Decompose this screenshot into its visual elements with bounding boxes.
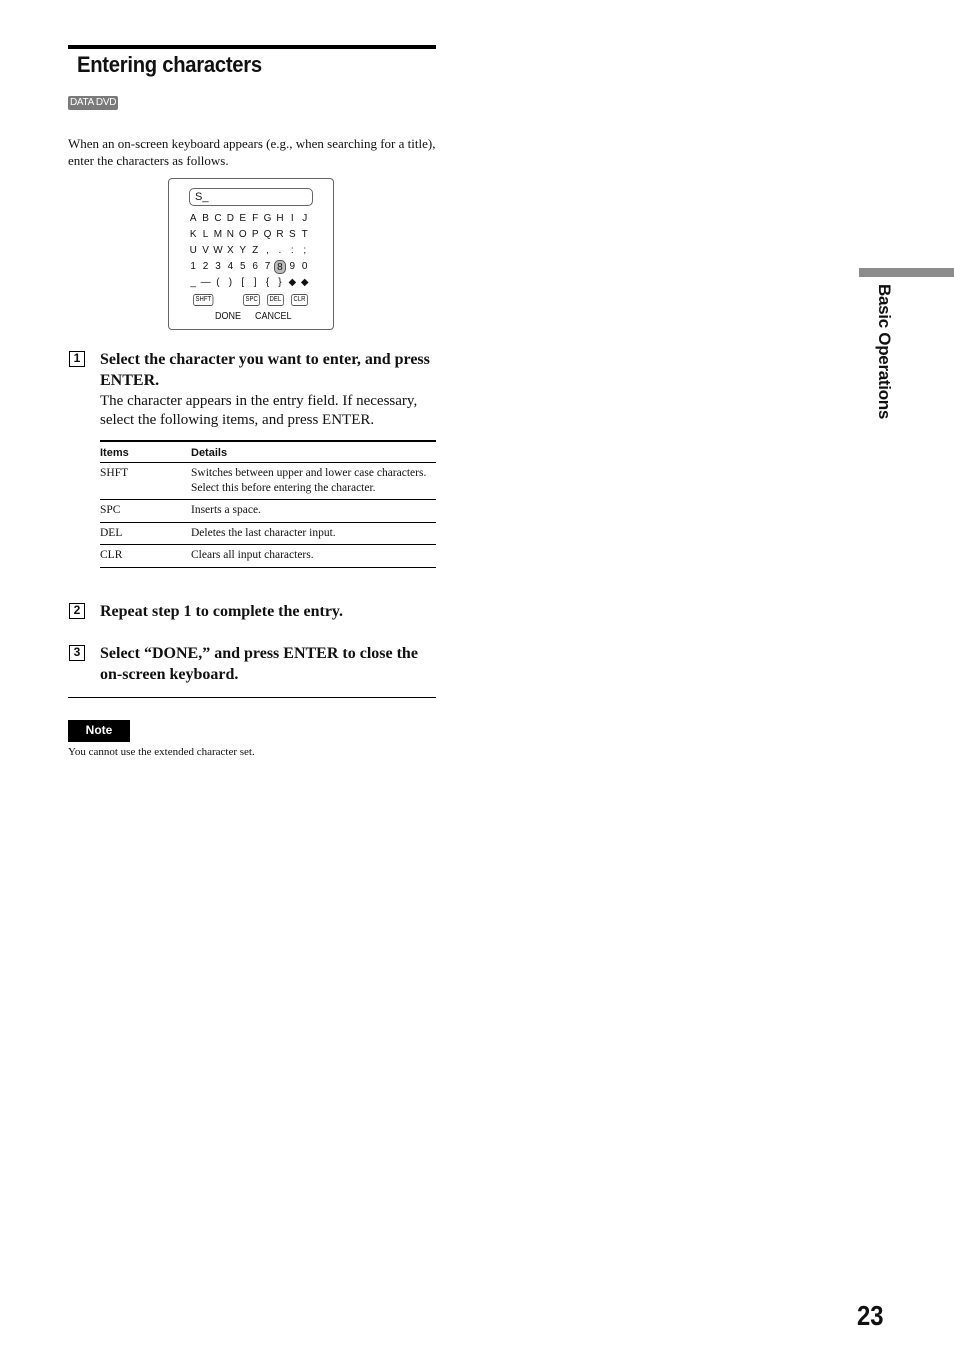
section-end-rule <box>68 697 436 698</box>
keyboard-key: : <box>290 245 294 256</box>
keyboard-key: 5 <box>239 261 246 272</box>
note-text: You cannot use the extended character set. <box>68 746 255 758</box>
keyboard-row <box>187 212 317 226</box>
items-table <box>100 440 436 568</box>
keyboard-key: N <box>226 229 234 240</box>
keyboard-key: — <box>200 277 211 288</box>
keyboard-key: { <box>265 277 270 288</box>
keyboard-shft-key: SHFT <box>193 294 214 306</box>
keyboard-key: M <box>213 229 223 240</box>
keyboard-key-selected: 8 <box>274 260 286 274</box>
keyboard-key: X <box>227 245 234 256</box>
keyboard-key: T <box>301 229 308 240</box>
keyboard-key: K <box>189 229 197 240</box>
keyboard-entry-field: S_ <box>189 188 313 206</box>
keyboard-done-button: DONE <box>215 311 242 322</box>
chapter-tab-bar <box>859 268 954 277</box>
keyboard-key: H <box>276 213 284 224</box>
keyboard-key: R <box>276 229 284 240</box>
table-cell-details: Clears all input characters. <box>191 545 436 568</box>
step-body: The character appears in the entry field. If necessary, select the following items, and press ENTER. <box>100 393 418 428</box>
diamond-icon: ◆ <box>288 277 297 288</box>
keyboard-key: E <box>239 213 247 224</box>
data-dvd-badge: DATA DVD <box>70 97 117 108</box>
keyboard-key: ( <box>216 277 220 288</box>
keyboard-key: ] <box>253 277 257 288</box>
keyboard-key: L <box>202 229 209 240</box>
table-cell-details: Deletes the last character input. <box>191 522 436 545</box>
keyboard-key: 4 <box>227 261 234 272</box>
step-number: 1 <box>69 351 85 367</box>
keyboard-key: Q <box>263 229 272 240</box>
table-cell-item: SHFT <box>100 463 191 500</box>
table-cell-item: DEL <box>100 522 191 545</box>
keyboard-key: 7 <box>264 261 271 272</box>
page-number: 23 <box>857 1300 884 1331</box>
step-heading: Select “DONE,” and press ENTER to close the on-screen keyboard. <box>100 645 418 683</box>
onscreen-keyboard-illustration <box>168 178 334 330</box>
keyboard-key: 9 <box>289 261 296 272</box>
keyboard-key: _ <box>190 277 196 288</box>
keyboard-key: } <box>278 277 282 288</box>
table-cell-details: Switches between upper and lower case characters. Select this before entering the character. <box>191 463 436 500</box>
keyboard-key: 2 <box>202 261 209 272</box>
keyboard-key: 6 <box>252 261 258 272</box>
table-row <box>100 500 436 523</box>
keyboard-row <box>187 276 317 290</box>
keyboard-key: [ <box>241 277 245 288</box>
keyboard-key: 3 <box>215 261 221 272</box>
step-heading: Repeat step 1 to complete the entry. <box>100 603 344 620</box>
keyboard-key: P <box>251 229 259 240</box>
keyboard-clr-key: CLR <box>291 294 308 306</box>
keyboard-key: I <box>290 213 294 224</box>
keyboard-key: A <box>189 213 197 224</box>
table-row <box>100 463 436 500</box>
keyboard-key: S <box>288 229 296 240</box>
step-heading: Select the character you want to enter, and press ENTER. <box>100 351 430 389</box>
table-header-items: Items <box>100 441 191 463</box>
keyboard-key: W <box>213 245 223 256</box>
keyboard-row <box>187 244 317 258</box>
keyboard-key: G <box>263 213 272 224</box>
keyboard-key: , <box>266 245 269 256</box>
table-cell-item: CLR <box>100 545 191 568</box>
table-header-details: Details <box>191 441 436 463</box>
table-row <box>100 545 436 568</box>
step-number: 2 <box>69 603 85 619</box>
keyboard-key: U <box>189 245 197 256</box>
keyboard-key: ; <box>303 245 307 256</box>
keyboard-key: Z <box>252 245 259 256</box>
keyboard-key: . <box>278 245 282 256</box>
table-row <box>100 522 436 545</box>
table-cell-item: SPC <box>100 500 191 523</box>
note-label: Note <box>68 720 130 742</box>
keyboard-key: C <box>214 213 222 224</box>
diamond-icon: ◆ <box>300 277 309 288</box>
chapter-tab-label: Basic Operations <box>875 284 894 420</box>
table-cell-details: Inserts a space. <box>191 500 436 523</box>
section-title: Entering characters <box>77 52 262 77</box>
keyboard-row <box>187 260 317 274</box>
keyboard-del-key: DEL <box>267 294 284 306</box>
keyboard-key: F <box>252 213 259 224</box>
keyboard-key: J <box>302 213 308 224</box>
keyboard-key: ) <box>228 277 233 288</box>
keyboard-cancel-button: CANCEL <box>255 311 292 322</box>
keyboard-spc-key: SPC <box>243 294 260 306</box>
step-number: 3 <box>69 645 85 661</box>
keyboard-key: 0 <box>301 261 308 272</box>
keyboard-key: B <box>202 213 209 224</box>
section-top-rule <box>68 45 436 49</box>
keyboard-key: D <box>226 213 234 224</box>
keyboard-row <box>187 228 317 242</box>
keyboard-key: 1 <box>190 261 196 272</box>
intro-paragraph: When an on-screen keyboard appears (e.g., when searching for a title), enter the characters as follows. <box>68 136 436 168</box>
table-header-row <box>100 441 436 463</box>
keyboard-key: O <box>238 229 247 240</box>
keyboard-key: V <box>202 245 209 256</box>
keyboard-key: Y <box>239 245 247 256</box>
